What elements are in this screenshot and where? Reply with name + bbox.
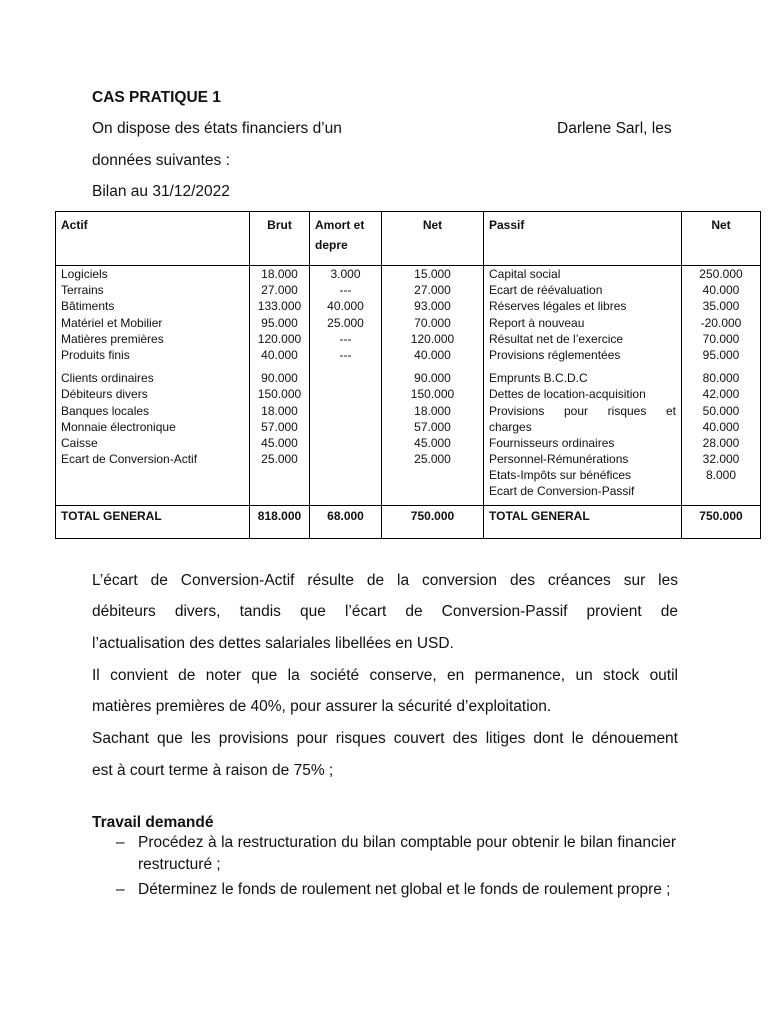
net-value: 27.000	[414, 283, 451, 298]
paragraph-2-line-2: matières premières de 40%, pour assurer la sécurité d’exploitation.	[92, 698, 552, 715]
total-net-passif: 750.000	[682, 506, 761, 539]
paragraph-1-line-1: L’écart de Conversion-Actif résulte de la conversion des créances sur les	[92, 572, 678, 589]
paragraph-2-line-1: Il convient de noter que la société conserve, en permanence, un stock outil	[92, 667, 678, 684]
brut-value: 18.000	[261, 403, 298, 418]
paragraph-1-line-3: l’actualisation des dettes salariales libellées en USD.	[92, 635, 454, 652]
total-row	[56, 506, 761, 539]
actif-item: Produits finis	[61, 347, 130, 362]
net-value: 40.000	[414, 347, 451, 362]
task-text: Procédez à la restructuration du bilan comptable pour obtenir le bilan financier restructuré ;	[138, 834, 676, 873]
balance-sheet-table	[55, 211, 761, 539]
passif-item: Dettes de location-acquisition	[489, 387, 646, 402]
net-value: 18.000	[414, 403, 451, 418]
actif-item: Clients ordinaires	[61, 371, 154, 386]
list-item	[92, 879, 676, 901]
actif-item: Bâtiments	[61, 299, 115, 314]
intro-line-1-left: On dispose des états financiers d’un	[92, 120, 342, 137]
brut-value: 57.000	[261, 419, 298, 434]
brut-value: 120.000	[257, 331, 302, 346]
net-passif-value: 70.000	[702, 331, 740, 346]
total-amort: 68.000	[310, 506, 382, 539]
amort-value: ---	[339, 347, 352, 362]
passif-item: Provisions pour risques et	[489, 403, 676, 418]
brut-value: 40.000	[261, 347, 298, 362]
net-value: 70.000	[414, 315, 451, 330]
actif-item: Matériel et Mobilier	[61, 315, 163, 330]
total-net: 750.000	[382, 506, 484, 539]
page-title: CAS PRATIQUE 1	[92, 89, 221, 106]
list-item	[92, 832, 676, 876]
brut-value: 27.000	[261, 283, 298, 298]
brut-value: 95.000	[261, 315, 298, 330]
table-body-row	[56, 266, 761, 506]
total-label-passif: TOTAL GENERAL	[484, 506, 682, 539]
passif-item: Emprunts B.C.D.C	[489, 371, 588, 386]
total-label: TOTAL GENERAL	[56, 506, 250, 539]
net-passif-value: 35.000	[702, 299, 740, 314]
net-value: 93.000	[414, 299, 451, 314]
brut-value: 18.000	[261, 267, 298, 281]
amort-value: ---	[339, 331, 352, 346]
actif-item: Logiciels	[61, 267, 108, 281]
net-passif-value: 50.000	[702, 403, 740, 418]
work-title: Travail demandé	[92, 814, 214, 831]
dash-bullet: –	[116, 881, 125, 898]
passif-column	[484, 266, 682, 506]
header-amort: Amort et depre	[310, 212, 382, 266]
brut-value: 45.000	[261, 435, 298, 450]
net-value: 120.000	[410, 331, 455, 346]
net-value: 25.000	[414, 452, 451, 467]
net-passif-value: 250.000	[699, 267, 743, 281]
passif-item: Réserves légales et libres	[489, 299, 627, 314]
header-net-passif: Net	[682, 212, 761, 266]
task-list	[92, 832, 676, 904]
passif-item: Capital social	[489, 267, 561, 281]
net-value: 57.000	[414, 419, 451, 434]
passif-item: Provisions réglementées	[489, 347, 621, 362]
net-passif-value: 8.000	[705, 468, 737, 483]
net-passif-value: 28.000	[702, 435, 740, 450]
dash-bullet: –	[116, 834, 125, 851]
actif-item: Banques locales	[61, 403, 150, 418]
passif-item: Report à nouveau	[489, 315, 585, 330]
net-column	[382, 266, 484, 506]
amort-value: 40.000	[327, 299, 364, 314]
header-passif: Passif	[484, 212, 682, 266]
amort-column	[310, 266, 382, 506]
amort-value: 3.000	[330, 267, 361, 281]
net-passif-value: 80.000	[702, 371, 740, 386]
header-brut: Brut	[250, 212, 310, 266]
actif-item: Caisse	[61, 435, 98, 450]
brut-value: 90.000	[261, 371, 298, 386]
amort-value: 25.000	[327, 315, 364, 330]
intro-line-1-right: Darlene Sarl, les	[557, 120, 672, 137]
passif-item: Résultat net de l’exercice	[489, 331, 624, 346]
balance-sheet-caption: Bilan au 31/12/2022	[92, 183, 230, 200]
paragraph-3-line-2: est à court terme à raison de 75% ;	[92, 762, 334, 779]
table-header-row	[56, 212, 761, 266]
header-net: Net	[382, 212, 484, 266]
passif-item: Fournisseurs ordinaires	[489, 435, 615, 450]
net-passif-value: 40.000	[702, 419, 740, 434]
net-value: 90.000	[414, 371, 451, 386]
passif-item: charges	[489, 419, 532, 434]
passif-item: Etats-Impôts sur bénéfices	[489, 468, 632, 483]
net-value: 150.000	[410, 387, 455, 402]
amort-value: ---	[339, 283, 352, 298]
actif-column	[56, 266, 250, 506]
intro-line-2: données suivantes :	[92, 152, 230, 169]
passif-item: Ecart de réévaluation	[489, 283, 603, 298]
brut-value: 150.000	[257, 387, 302, 402]
net-value: 15.000	[414, 267, 451, 281]
header-actif: Actif	[56, 212, 250, 266]
brut-value: 25.000	[261, 452, 298, 467]
net-passif-value: -20.000	[700, 315, 742, 330]
brut-column	[250, 266, 310, 506]
net-value: 45.000	[414, 435, 451, 450]
actif-item: Débiteurs divers	[61, 387, 148, 402]
actif-item: Matières premières	[61, 331, 164, 346]
net-passif-value: 40.000	[702, 283, 740, 298]
actif-item: Terrains	[61, 283, 104, 298]
net-passif-value: 42.000	[702, 387, 740, 402]
net-passif-value: 95.000	[702, 347, 740, 362]
passif-item: Ecart de Conversion-Passif	[489, 484, 635, 499]
actif-item: Monnaie électronique	[61, 419, 176, 434]
brut-value: 133.000	[257, 299, 302, 314]
actif-item: Ecart de Conversion-Actif	[61, 452, 198, 467]
net-passif-value: 32.000	[702, 452, 740, 467]
net-passif-column	[682, 266, 761, 506]
task-text: Déterminez le fonds de roulement net global et le fonds de roulement propre ;	[138, 881, 671, 898]
paragraph-1-line-2: débiteurs divers, tandis que l’écart de Conversion-Passif provient de	[92, 603, 678, 620]
total-brut: 818.000	[250, 506, 310, 539]
passif-item: Personnel-Rémunérations	[489, 452, 629, 467]
paragraph-3-line-1: Sachant que les provisions pour risques couvert des litiges dont le dénouement	[92, 730, 678, 747]
